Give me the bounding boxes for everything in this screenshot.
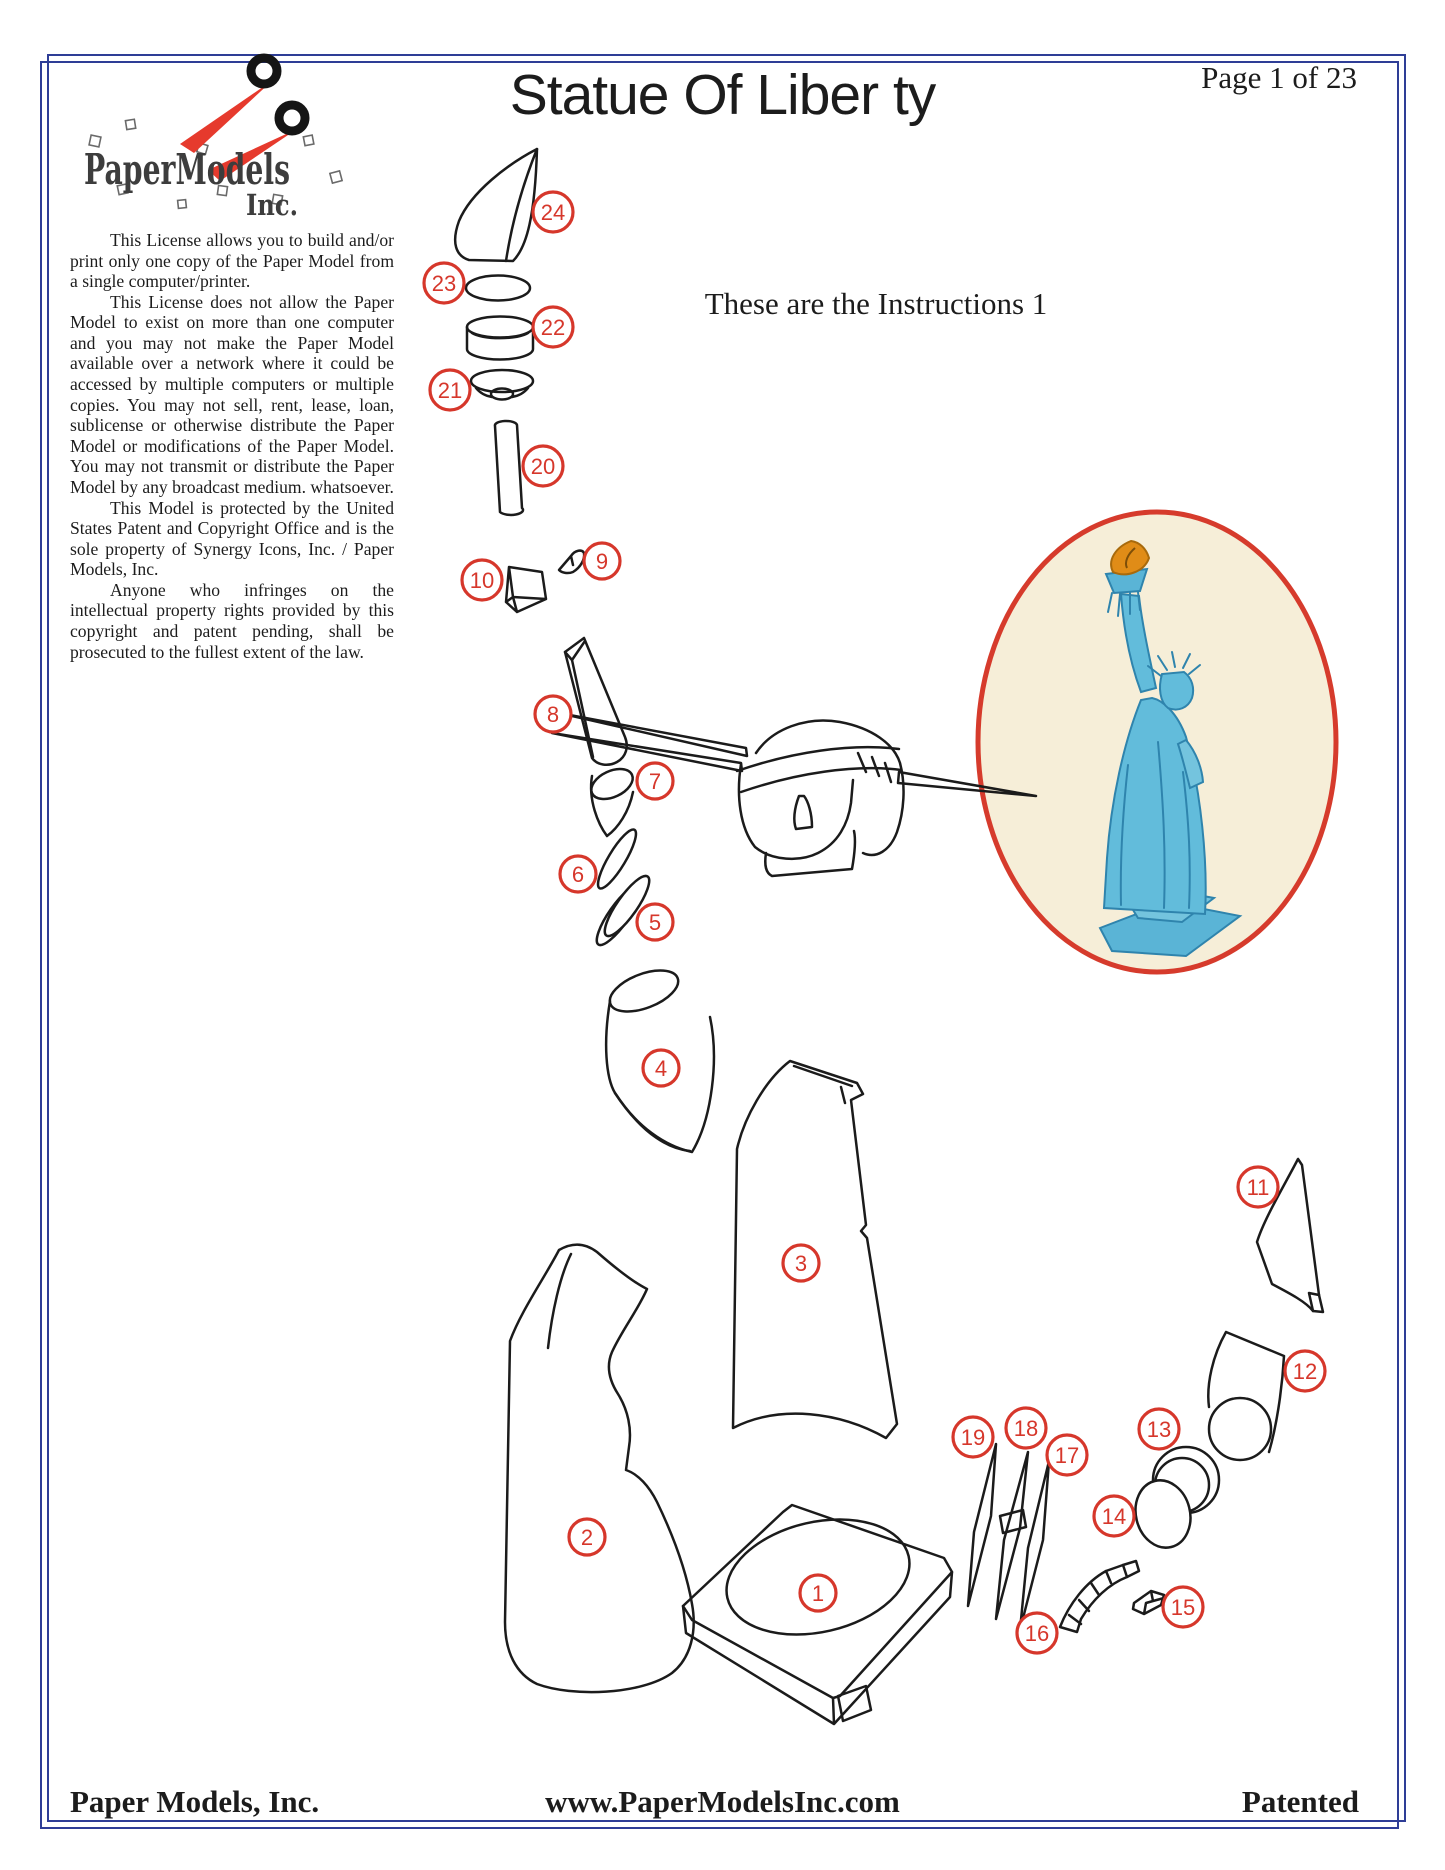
part-outline-21 [471,370,533,400]
part-outline-22 [467,317,533,360]
svg-text:19: 19 [960,1425,986,1450]
license-paragraph: This License allows you to build and/or print only one copy of the Paper Model from a single computer/printer. [70,230,394,292]
part-badge-6 [560,856,596,892]
part-badge-9 [584,543,620,579]
part-badge-24 [533,192,573,232]
svg-text:24: 24 [540,200,566,225]
part-badge-17 [1047,1435,1087,1475]
part-outline-20 [495,421,523,515]
part-outline-23 [466,276,530,301]
page-title: Statue Of Liber ty [509,63,936,127]
part-badge-4 [643,1050,679,1086]
footer-website: www.PaperModelsInc.com [545,1784,900,1819]
part-badge-13 [1139,1409,1179,1449]
footer-patent-label: Patented [1241,1784,1359,1819]
part-badge-22 [533,307,573,347]
part-outline-14 [1129,1474,1198,1553]
svg-text:20: 20 [530,454,556,479]
part-badge-14 [1094,1496,1134,1536]
instructions-caption: These are the Instructions 1 [704,286,1048,321]
svg-text:17: 17 [1054,1443,1080,1468]
part-badge-10 [462,560,502,600]
svg-text:22: 22 [540,315,566,340]
svg-text:7: 7 [648,769,662,794]
part-outline-9 [559,551,584,573]
part-badge-18 [1006,1408,1046,1448]
part-badge-23 [424,263,464,303]
part-badge-16 [1017,1613,1057,1653]
part-outline-2 [505,1245,694,1692]
svg-text:2: 2 [580,1525,594,1550]
svg-text:18: 18 [1013,1416,1039,1441]
part-badge-15 [1163,1587,1203,1627]
svg-text:4: 4 [654,1056,668,1081]
svg-text:11: 11 [1246,1175,1270,1200]
svg-text:13: 13 [1146,1417,1172,1442]
svg-text:1: 1 [811,1581,825,1606]
svg-text:14: 14 [1101,1504,1127,1529]
part-outline-12 [1208,1332,1284,1460]
part-outline-24 [455,149,537,261]
svg-text:15: 15 [1170,1595,1196,1620]
part-outline-16 [1060,1561,1139,1632]
part-badge-21 [430,370,470,410]
svg-text:16: 16 [1024,1621,1050,1646]
part-outline-1 [683,1502,952,1724]
svg-text:9: 9 [595,549,609,574]
logo-suffix-text: Inc. [246,188,298,222]
finished-model-photo [978,512,1336,972]
part-badge-8 [535,696,571,732]
license-paragraph: Anyone who infringes on the intellectual property rights provided by this copyright and patent pending, shall be prosecuted to the fullest extent of the law. [70,579,394,662]
svg-text:6: 6 [571,862,585,887]
svg-text:3: 3 [794,1251,808,1276]
svg-text:21: 21 [437,378,463,403]
page-number-indicator: Page 1 of 23 [1201,60,1357,95]
part-badge-5 [637,904,673,940]
svg-text:5: 5 [648,910,662,935]
part-badge-2 [569,1519,605,1555]
part-badge-7 [637,763,673,799]
part-outline-7 [587,763,638,836]
footer-company-name: Paper Models, Inc. [70,1784,320,1819]
svg-text:8: 8 [546,702,560,727]
part-badge-19 [953,1417,993,1457]
svg-text:12: 12 [1292,1359,1318,1384]
part-outline-19 [968,1444,996,1606]
part-outline-15 [1133,1591,1164,1614]
svg-text:10: 10 [469,568,495,593]
logo-brand-text: PaperModels [84,145,290,194]
part-outline-10 [506,567,546,612]
part-badge-3 [783,1245,819,1281]
license-paragraph: This License does not allow the Paper Model to exist on more than one computer and you may not make the Paper Model available over a network where it could be accessed by multiple computers or multiple copies. You may not sell, rent, lease, loan, sublicense or otherwise distribute the Paper Model or modifications of the Paper Model. You may not transmit or distribute the Paper Model by any broadcast medium. whatsoever. [70,291,394,497]
svg-text:23: 23 [431,271,457,296]
part-badge-1 [800,1575,836,1611]
license-paragraph: This Model is protected by the United States Patent and Copyright Office and is the sole property of Synergy Icons, Inc. / Paper Models, Inc. [70,497,394,580]
part-badge-11 [1238,1167,1278,1207]
part-badge-20 [523,446,563,486]
part-badge-12 [1285,1351,1325,1391]
